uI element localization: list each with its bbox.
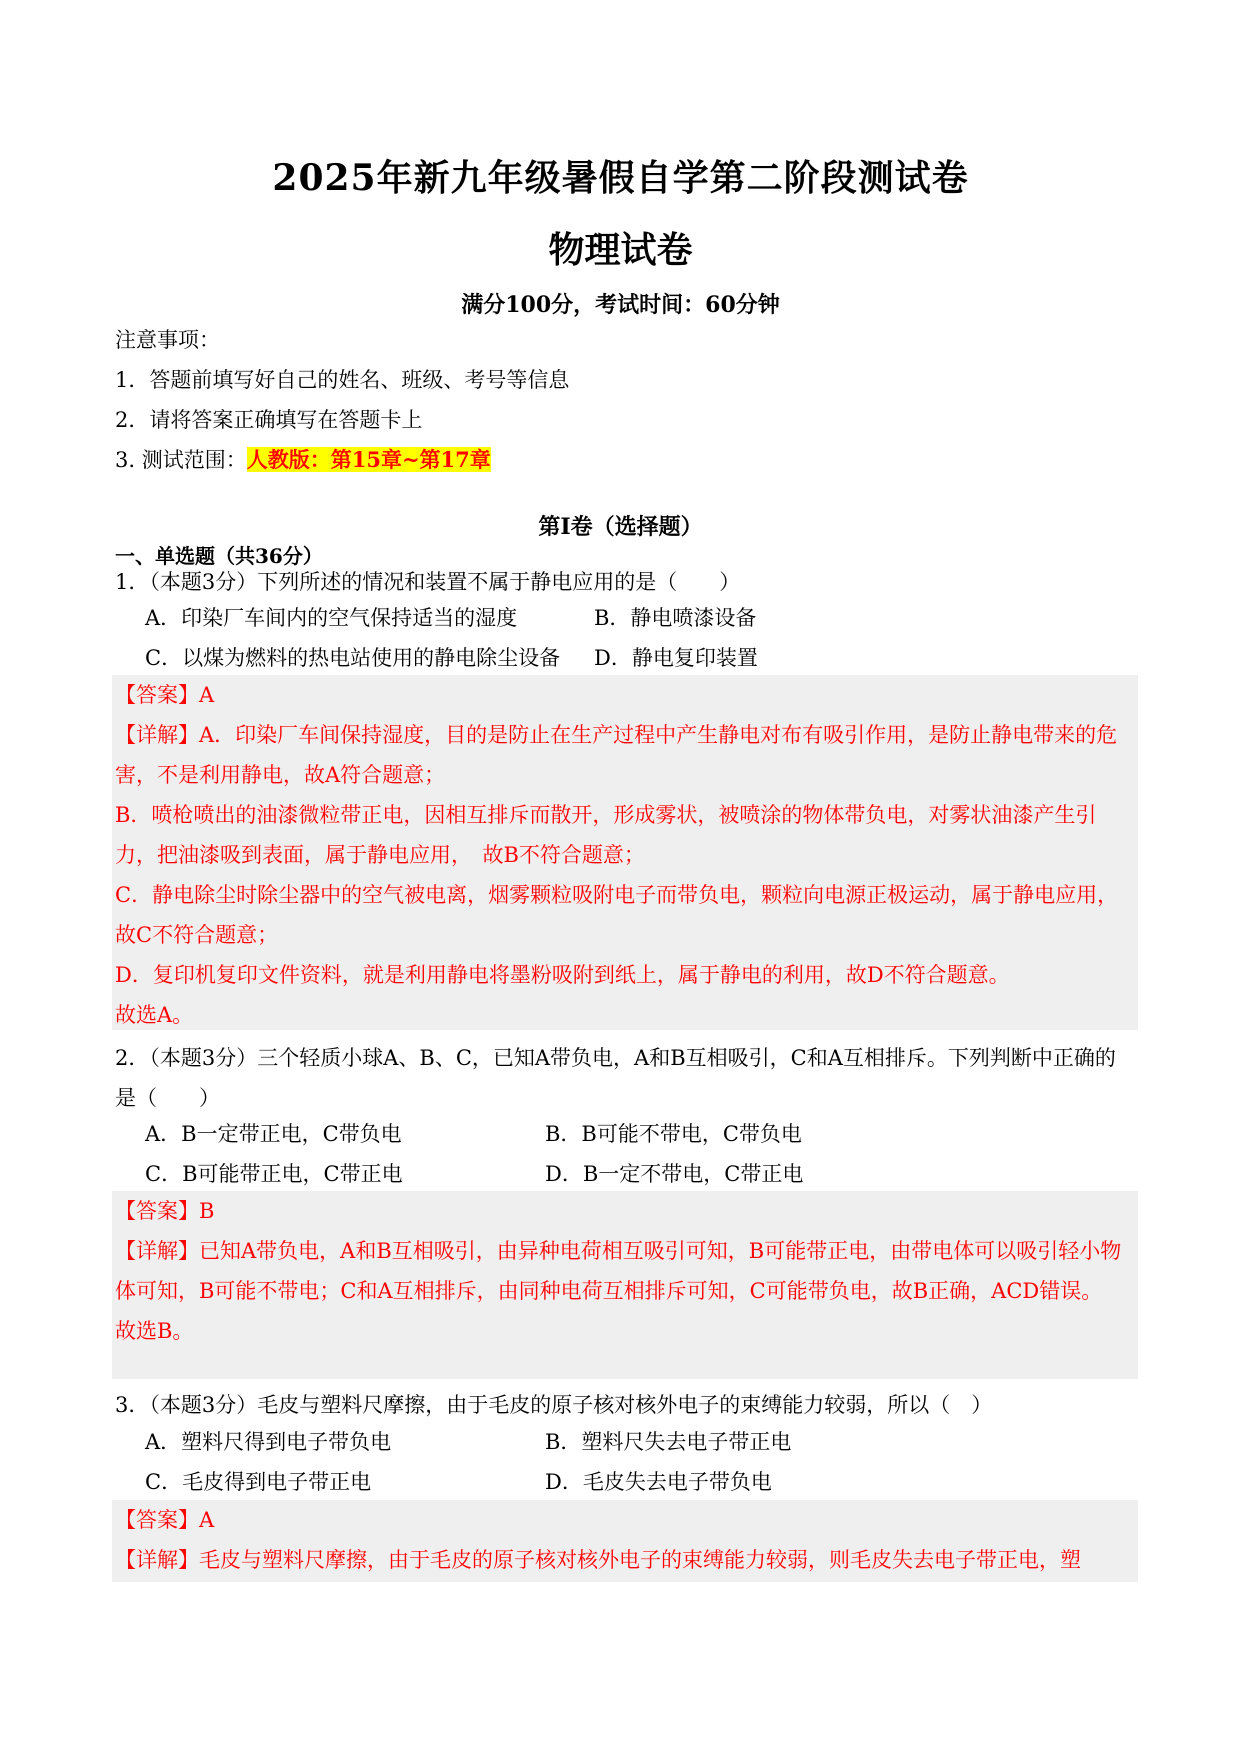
answer-value: A (199, 1508, 215, 1532)
detail-label: 【详解】 (115, 1239, 199, 1263)
note-item: 1．答题前填写好自己的姓名、班级、考号等信息 (115, 368, 570, 392)
note-scope-label: 3. 测试范围： (115, 448, 247, 472)
detail-label: 【详解】 (115, 1548, 199, 1572)
question-option: B．B可能不带电，C带负电 (545, 1122, 802, 1146)
answer-value: B (199, 1199, 215, 1223)
question-option: A．印染厂车间内的空气保持适当的湿度 (145, 606, 518, 630)
detail-text: 已知A带负电，A和B互相吸引，由异种电荷相互吸引可知，B可能带正电，由带电体可以吸引轻小物体可知，B可能不带电；C和A互相排斥，由同种电荷互相排斥可知，C可能带负电，故B正确，ACD错误。 (115, 1239, 1122, 1303)
detail-text: 故选A。 (115, 1003, 194, 1027)
detail-text: B．喷枪喷出的油漆微粒带正电，因相互排斥而散开，形成雾状，被喷涂的物体带负电，对雾状油漆产生引力，把油漆吸到表面，属于静电应用， 故B不符合题意； (115, 803, 1097, 867)
question-stem: 2．（本题3分）三个轻质小球A、B、C，已知A带负电，A和B互相吸引，C和A互相排斥。下列判断中正确的是（ ） (115, 1046, 1116, 1110)
question-option: B．塑料尺失去电子带正电 (545, 1430, 792, 1454)
note-item (115, 446, 491, 474)
exam-subject: 物理试卷 (548, 229, 693, 271)
answer-block (112, 1500, 1138, 1582)
question-option: D．静电复印装置 (594, 646, 758, 670)
question-option: C．以煤为燃料的热电站使用的静电除尘设备 (145, 646, 561, 670)
question-stem: 1．（本题3分）下列所述的情况和装置不属于静电应用的是（ ） (115, 570, 741, 594)
note-scope-highlight: 人教版：第15章~第17章 (246, 447, 491, 472)
volume-title: 第I卷（选择题） (538, 514, 703, 540)
question-option: C．B可能带正电，C带正电 (145, 1162, 403, 1186)
question-stem: 3．（本题3分）毛皮与塑料尺摩擦，由于毛皮的原子核对核外电子的束缚能力较弱，所以（ ） (115, 1393, 993, 1417)
question-option: B．静电喷漆设备 (594, 606, 757, 630)
notes-heading: 注意事项： (115, 328, 220, 352)
answer-label: 【答案】 (115, 1199, 199, 1223)
detail-label: 【详解】 (115, 723, 199, 747)
answer-value: A (199, 683, 215, 707)
question-option: A．塑料尺得到电子带负电 (145, 1430, 392, 1454)
detail-text: 毛皮与塑料尺摩擦，由于毛皮的原子核对核外电子的束缚能力较弱，则毛皮失去电子带正电，塑 (199, 1548, 1081, 1572)
detail-text: A．印染厂车间保持湿度，目的是防止在生产过程中产生静电对布有吸引作用，是防止静电带来的危害，不是利用静电，故A符合题意； (115, 723, 1118, 787)
detail-text: C．静电除尘时除尘器中的空气被电离，烟雾颗粒吸附电子而带负电，颗粒向电源正极运动，属于静电应用，故C不符合题意； (115, 883, 1119, 947)
answer-label: 【答案】 (115, 1508, 199, 1532)
exam-title: 2025年新九年级暑假自学第二阶段测试卷 (272, 157, 969, 199)
question-option: C．毛皮得到电子带正电 (145, 1470, 372, 1494)
question-option: A．B一定带正电，C带负电 (145, 1122, 402, 1146)
exam-info: 满分100分，考试时间：60分钟 (461, 292, 780, 318)
detail-text: D．复印机复印文件资料，就是利用静电将墨粉吸附到纸上，属于静电的利用，故D不符合题意。 (115, 963, 1010, 987)
section-title: 一、单选题（共36分） (115, 544, 323, 568)
note-item: 2．请将答案正确填写在答题卡上 (115, 408, 423, 432)
answer-label: 【答案】 (115, 683, 199, 707)
answer-block (112, 1191, 1138, 1379)
detail-text: 故选B。 (115, 1319, 194, 1343)
question-option: D．B一定不带电，C带正电 (545, 1162, 804, 1186)
answer-block (112, 675, 1138, 1030)
question-option: D．毛皮失去电子带负电 (545, 1470, 772, 1494)
